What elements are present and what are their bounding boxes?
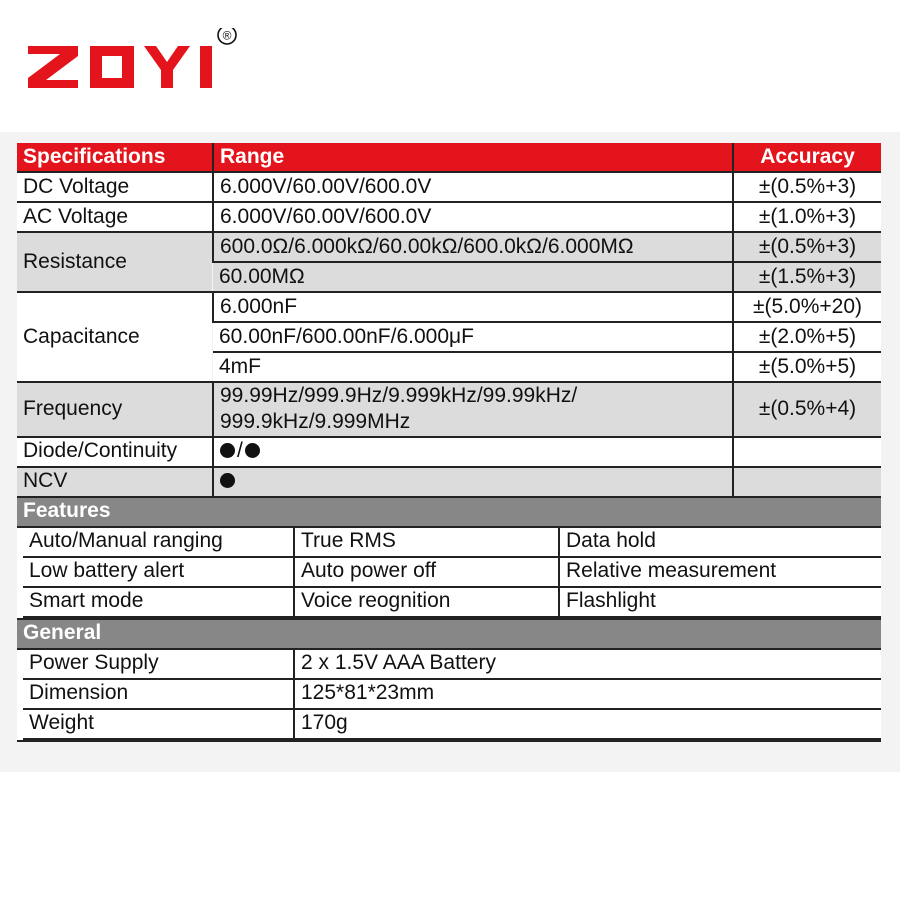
supported-dot-icon	[220, 473, 235, 488]
feature-item: Auto power off	[294, 557, 559, 587]
general-label: Weight	[23, 709, 294, 739]
features-grid-row	[17, 527, 881, 619]
resistance-accuracy-1: ±(0.5%+3)	[733, 232, 881, 262]
general-grid-cell	[17, 649, 881, 741]
diode-continuity-range	[213, 437, 733, 467]
spec-header-row	[17, 143, 881, 172]
capacitance-range-1: 6.000nF	[213, 292, 733, 322]
row-dc-voltage	[17, 172, 881, 202]
general-value: 2 x 1.5V AAA Battery	[294, 650, 881, 679]
resistance-range-1: 600.0Ω/6.000kΩ/60.00kΩ/600.0kΩ/6.000MΩ	[213, 232, 733, 262]
ncv-label: NCV	[17, 467, 213, 497]
header-specifications: Specifications	[17, 143, 213, 172]
feature-item: Smart mode	[23, 587, 294, 617]
header-accuracy: Accuracy	[733, 143, 881, 172]
registered-mark: ®	[222, 28, 232, 43]
supported-dot-icon	[245, 443, 260, 458]
frequency-range	[213, 382, 733, 437]
frequency-range-line-1: 99.99Hz/999.9Hz/9.999kHz/99.99kHz/	[220, 384, 578, 407]
general-grid	[23, 650, 881, 740]
row-capacitance-1	[17, 292, 881, 322]
resistance-range-2: 60.00MΩ	[213, 262, 733, 292]
general-value: 125*81*23mm	[294, 679, 881, 709]
general-title: General	[17, 619, 881, 649]
ac-voltage-accuracy: ±(1.0%+3)	[733, 202, 881, 232]
dc-voltage-accuracy: ±(0.5%+3)	[733, 172, 881, 202]
feature-item: Data hold	[559, 528, 881, 557]
capacitance-accuracy-3: ±(5.0%+5)	[733, 352, 881, 382]
frequency-range-line-2: 999.9kHz/9.999MHz	[220, 410, 411, 434]
dot-separator: /	[237, 439, 243, 463]
features-row-2	[23, 557, 881, 587]
general-label: Power Supply	[23, 650, 294, 679]
general-row-dimension	[23, 679, 881, 709]
frequency-accuracy: ±(0.5%+4)	[733, 382, 881, 437]
resistance-label: Resistance	[17, 232, 213, 292]
features-grid-cell	[17, 527, 881, 619]
diode-continuity-label: Diode/Continuity	[17, 437, 213, 467]
row-frequency	[17, 382, 881, 437]
capacitance-range-2: 60.00nF/600.00nF/6.000μF	[213, 322, 733, 352]
ncv-accuracy	[733, 467, 881, 497]
capacitance-label: Capacitance	[17, 292, 213, 382]
dc-voltage-label: DC Voltage	[17, 172, 213, 202]
features-section-header	[17, 497, 881, 527]
ac-voltage-range: 6.000V/60.00V/600.0V	[213, 202, 733, 232]
specifications-table	[17, 143, 881, 742]
dc-voltage-range: 6.000V/60.00V/600.0V	[213, 172, 733, 202]
header-range: Range	[213, 143, 733, 172]
feature-item: Low battery alert	[23, 557, 294, 587]
row-ncv	[17, 467, 881, 497]
ac-voltage-label: AC Voltage	[17, 202, 213, 232]
capacitance-accuracy-1: ±(5.0%+20)	[733, 292, 881, 322]
general-row-weight	[23, 709, 881, 739]
resistance-accuracy-2: ±(1.5%+3)	[733, 262, 881, 292]
diode-continuity-accuracy	[733, 437, 881, 467]
feature-item: Relative measurement	[559, 557, 881, 587]
feature-item: Voice reognition	[294, 587, 559, 617]
general-label: Dimension	[23, 679, 294, 709]
supported-dot-icon	[220, 443, 235, 458]
brand-logo	[26, 28, 246, 98]
features-title: Features	[17, 497, 881, 527]
capacitance-range-3: 4mF	[213, 352, 733, 382]
feature-item: Auto/Manual ranging	[23, 528, 294, 557]
features-grid	[23, 528, 881, 618]
feature-item: Flashlight	[559, 587, 881, 617]
general-grid-row	[17, 649, 881, 741]
ncv-range	[213, 467, 733, 497]
feature-item: True RMS	[294, 528, 559, 557]
features-row-3	[23, 587, 881, 617]
row-ac-voltage	[17, 202, 881, 232]
features-row-1	[23, 528, 881, 557]
zoyi-logo-graphic	[26, 28, 246, 98]
general-value: 170g	[294, 709, 881, 739]
row-resistance-1	[17, 232, 881, 262]
general-section-header	[17, 619, 881, 649]
frequency-label: Frequency	[17, 382, 213, 437]
capacitance-accuracy-2: ±(2.0%+5)	[733, 322, 881, 352]
general-row-power-supply	[23, 650, 881, 679]
row-diode-continuity	[17, 437, 881, 467]
